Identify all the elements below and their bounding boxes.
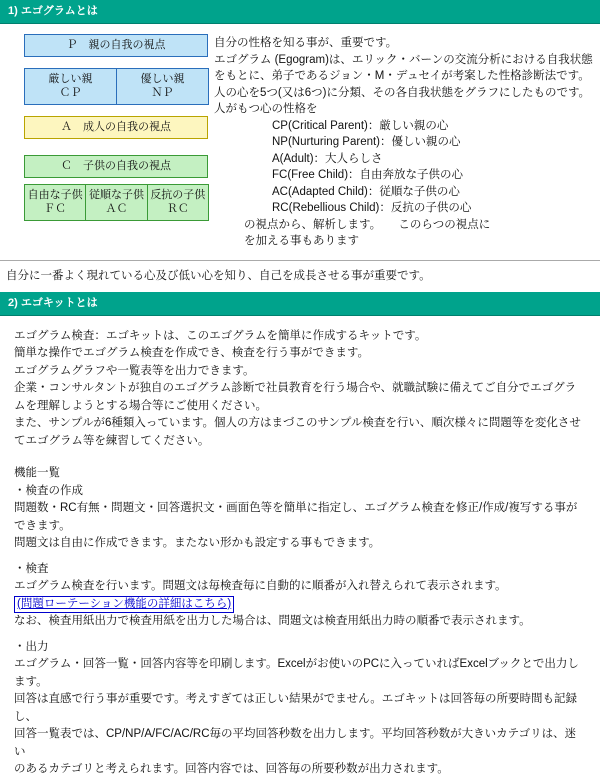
section1-list-item-cp: CP(Critical Parent)：厳しい親の心 [272, 119, 449, 132]
section1-list-item-fc: FC(Free Child)：自由奔放な子供の心 [272, 169, 464, 181]
diagram-box-cp-line1: 厳しい親 [48, 73, 93, 85]
section2-block3-line-3: 回答一覧表では、CP/NP/A/FC/AC/RC毎の平均回答秒数を出力します。平均回答秒数が大きいカテゴリは、迷い [14, 728, 577, 758]
section2-line-1: エゴグラム検査：エゴキットは、このエゴグラムを簡単に作成するキットです。 [14, 329, 427, 342]
section1-tail-1: の視点から、解析します。 このらつの視点に [244, 218, 491, 231]
section2-block1-line-1: 問題数・RC有無・問題文・回答選択文・画面色等を簡単に指定し、エゴグラム検査を修正/作成/複写する事ができます。 [14, 502, 578, 532]
section1-footer: 自分に一番よく現れている心及び低い心を知り、自己を成長させる事が重要です。 [0, 260, 600, 292]
diagram-box-np-line2: ＮＰ [151, 87, 174, 99]
section2-block3-title: ・出力 [14, 640, 49, 653]
diagram-box-ac [85, 184, 147, 221]
egogram-diagram [6, 34, 208, 221]
section2-block1-title: ・検査の作成 [14, 484, 83, 497]
section2-block2-line-1: エゴグラム検査を行います。問題文は毎検査毎に自動的に順番が入れ替えられて表示されます。 [14, 580, 507, 592]
diagram-box-ac-line2: ＡＣ [105, 203, 128, 215]
section1-paragraph-3: 人がもつ心の性格を [214, 103, 318, 115]
section2-line-5: また、サンプルが6種類入っています。個人の方はまづこのサンプル検査を行い、順次様々に問題等を変化させてエゴグラム等を練習してください。 [14, 417, 581, 447]
section2-line-3: エゴグラムグラフや一覧表等を出力できます。 [14, 364, 255, 377]
section1-list-item-ac: AC(Adapted Child)：従順な子供の心 [272, 185, 460, 198]
diagram-box-cp-line2: ＣＰ [59, 87, 82, 99]
diagram-box-np [116, 68, 209, 105]
section2-block3-line-1: エゴグラム・回答一覧・回答内容等を印刷します。Excelがお使いのPCに入っていればExcelブックとで出力します。 [14, 658, 579, 688]
section2-rotation-link-wrap [14, 596, 586, 614]
diagram-parent-box: Ｐ 親の自我の視点 [24, 34, 208, 57]
diagram-box-rc-line2: ＲＣ [166, 203, 189, 215]
diagram-box-rc-line1: 反抗の子供 [150, 189, 206, 201]
rotation-detail-link[interactable]: (問題ローテーション機能の詳細はこちら) [14, 596, 234, 613]
diagram-box-cp [24, 68, 117, 105]
section2-block3-line-2: 回答は直感で行う事が重要です。考えすぎては正しい結果がでません。エゴキットは回答毎の所要時間も記録し、 [14, 693, 578, 723]
diagram-box-np-line1: 優しい親 [140, 73, 185, 85]
diagram-box-fc-line2: ＦＣ [44, 203, 67, 215]
section2-line-4: 企業・コンサルタントが独自のエゴグラム診断で社員教育を行う場合や、就職試験に備えてご自分でエゴグラムを理解しようとする場合等にご使用ください。 [14, 382, 577, 412]
section1-tail-2: を加える事もあります [244, 235, 359, 247]
diagram-child-box: Ｃ 子供の自我の視点 [24, 155, 208, 178]
section1-body [0, 24, 600, 256]
diagram-child-children [24, 184, 208, 221]
section1-list-item-a: A(Adult)：大人らしさ [272, 152, 383, 165]
diagram-box-ac-line1: 従順な子供 [88, 189, 144, 201]
section-header-egogram: 1) エゴグラムとは [0, 0, 600, 24]
diagram-box-fc [24, 184, 86, 221]
section1-list-item-rc: RC(Rebellious Child)：反抗の子供の心 [272, 202, 472, 214]
diagram-box-fc-line1: 自由な子供 [27, 189, 83, 201]
diagram-parent-children [24, 68, 208, 105]
section2-line-2: 簡単な操作でエゴグラム検査を作成でき、検査を行う事ができます。 [14, 347, 370, 359]
section1-list-item-np: NP(Nurturing Parent)：優しい親の心 [272, 136, 461, 148]
section2-block1-line-2: 問題文は自由に作成できます。またない形かも設定する事もできます。 [14, 537, 381, 549]
section2-block2-line-2: なお、検査用紙出力で検査用紙を出力した場合は、問題文は検査用紙出力時の順番で表示されます。 [14, 615, 531, 627]
diagram-adult-box: Ａ 成人の自我の視点 [24, 116, 208, 139]
section2-block3-line-4: のあるカテゴリと考えられます。回答内容では、回答毎の所要秒数が出力されます。 [14, 763, 449, 775]
section1-paragraph-1: 自分の性格を知る事が、重要です。 [214, 37, 398, 49]
section1-text [214, 34, 594, 250]
section2-block2-title: ・検査 [14, 562, 49, 575]
section2-body [0, 316, 600, 783]
section-header-egokit: 2) エゴキットとは [0, 292, 600, 316]
section1-paragraph-2: エゴグラム (Egogram)は、エリック・バーンの交流分析における自我状態をもとに、弟子であるジョン・M・デュセイが考案した性格診断法です。人の心を5つ(又は6つ)に分類、その各自我状態をグラフにしたものです。 [214, 53, 593, 99]
diagram-box-rc [147, 184, 209, 221]
section2-features-title: 機能一覧 [14, 467, 60, 479]
